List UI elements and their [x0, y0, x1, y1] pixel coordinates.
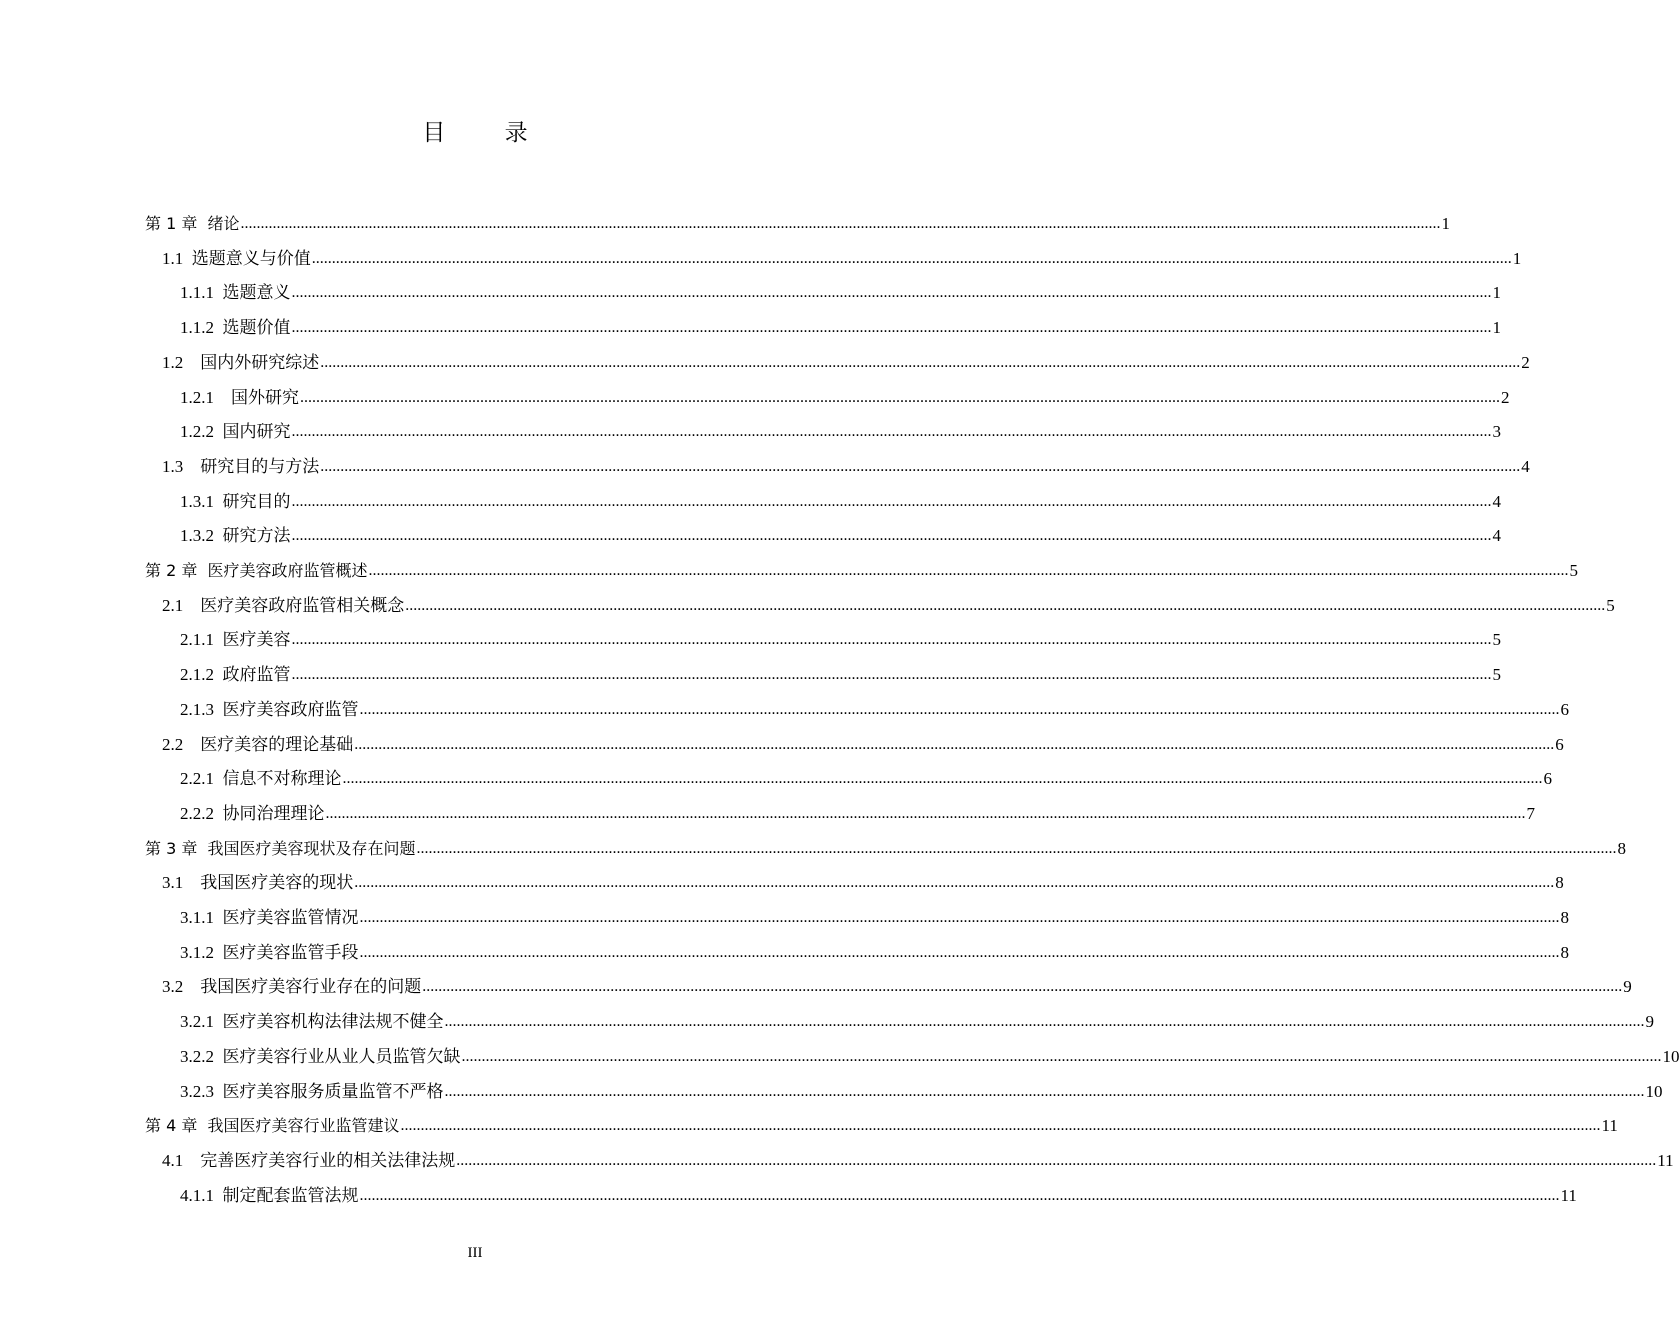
toc-entry-line: [180, 480, 1501, 512]
toc-entry-line: [162, 445, 1530, 477]
toc-entry-title: 研究目的与方法: [200, 456, 320, 476]
toc-entry-title: 绪论: [207, 214, 240, 233]
toc-dot-leader: ............................................................................................................................................................................................................................................................................................................: [359, 1186, 1560, 1204]
toc-entry[interactable]: [0, 237, 1522, 271]
toc-entry-number: 1.3: [162, 456, 201, 476]
toc-entry-title: 医疗美容: [222, 630, 291, 650]
toc-entry-title: 研究方法: [222, 526, 291, 546]
toc-entry-number: 2.2.1: [180, 769, 223, 789]
toc-entry-page: 5: [1492, 630, 1501, 650]
toc-entry[interactable]: [0, 480, 1501, 514]
toc-entry[interactable]: [0, 827, 1627, 861]
page-number-footer: III: [467, 1245, 483, 1261]
toc-dot-leader: ............................................................................................................................................................................................................................................................................................................: [325, 804, 1526, 822]
toc-entry[interactable]: [0, 965, 1632, 999]
toc-entry[interactable]: [0, 445, 1530, 479]
toc-entry-title: 国内外研究综述: [200, 352, 320, 372]
toc-entry-number: 第 4 章: [145, 1116, 208, 1136]
toc-entry-number: 1.1.1: [180, 283, 223, 303]
toc-entry[interactable]: [0, 341, 1530, 375]
toc-entry-title: 完善医疗美容行业的相关法律法规: [200, 1150, 456, 1170]
toc-entry[interactable]: [0, 1174, 1577, 1208]
toc-entry-number: 2.2: [162, 734, 201, 754]
toc-dot-leader: ............................................................................................................................................................................................................................................................................................................: [422, 978, 1623, 996]
toc-entry-number: 1.3.1: [180, 491, 223, 511]
toc-entry-line: [180, 306, 1501, 338]
toc-entry[interactable]: [0, 514, 1501, 548]
toc-entry-number: 2.2.2: [180, 803, 223, 823]
toc-dot-leader: ............................................................................................................................................................................................................................................................................................................: [291, 319, 1492, 337]
toc-entry-page: 9: [1645, 1012, 1654, 1032]
toc-entry-page: 7: [1526, 803, 1535, 823]
toc-entry[interactable]: [0, 1035, 1680, 1069]
toc-entry-number: 3.2: [162, 977, 201, 997]
toc-entry-line: [162, 965, 1632, 997]
toc-dot-leader: ............................................................................................................................................................................................................................................................................................................: [291, 423, 1492, 441]
toc-entry-page: 2: [1521, 352, 1530, 372]
toc-entry-line: [162, 1139, 1674, 1171]
toc-entry-line: [180, 1070, 1663, 1102]
toc-entry-line: [145, 202, 1451, 234]
toc-entry-title: 医疗美容行业从业人员监管欠缺: [222, 1046, 461, 1066]
toc-dot-leader: ............................................................................................................................................................................................................................................................................................................: [416, 839, 1617, 857]
toc-entry-page: 11: [1601, 1116, 1618, 1136]
toc-entry-page: 1: [1492, 283, 1501, 303]
toc-entry-number: 3.1.1: [180, 908, 223, 927]
toc-entry-title: 医疗美容的理论基础: [200, 734, 354, 754]
toc-dot-leader: ............................................................................................................................................................................................................................................................................................................: [291, 631, 1492, 649]
toc-dot-leader: ............................................................................................................................................................................................................................................................................................................: [359, 943, 1560, 961]
toc-dot-leader: ............................................................................................................................................................................................................................................................................................................: [456, 1151, 1657, 1169]
toc-entry-number: 3.1.2: [180, 942, 223, 962]
toc-dot-leader: ............................................................................................................................................................................................................................................................................................................: [240, 215, 1441, 232]
toc-entry-page: 8: [1617, 838, 1627, 858]
toc-entry-page: 10: [1662, 1046, 1680, 1066]
toc-entry-page: 8: [1560, 908, 1569, 927]
toc-dot-leader: ............................................................................................................................................................................................................................................................................................................: [368, 562, 1569, 579]
toc-entry[interactable]: [0, 723, 1564, 757]
toc-entry-title: 我国医疗美容行业存在的问题: [200, 977, 422, 997]
toc-entry-line: [180, 1000, 1654, 1032]
toc-entry-number: 4.1: [162, 1150, 201, 1170]
toc-entry-line: [180, 931, 1569, 963]
toc-entry-number: 2.1.1: [180, 630, 223, 650]
toc-entry-page: 1: [1441, 214, 1451, 233]
toc-entry[interactable]: [0, 931, 1569, 965]
toc-entry[interactable]: [0, 792, 1535, 826]
toc-entry-page: 8: [1555, 873, 1564, 893]
toc-entry[interactable]: [0, 376, 1510, 410]
toc-entry-line: [180, 1035, 1680, 1067]
toc-entry-number: 3.1: [162, 873, 201, 893]
toc-entry-line: [180, 410, 1501, 442]
toc-entry-number: 3.2.3: [180, 1081, 223, 1101]
toc-entry[interactable]: [0, 549, 1579, 583]
toc-entry-line: [180, 653, 1501, 685]
toc-dot-leader: ............................................................................................................................................................................................................................................................................................................: [354, 735, 1555, 753]
toc-dot-leader: ............................................................................................................................................................................................................................................................................................................: [320, 457, 1521, 475]
toc-entry-title: 国外研究: [231, 387, 299, 407]
toc-entry-title: 国内研究: [222, 422, 291, 442]
toc-entry[interactable]: [0, 618, 1501, 652]
toc-entry-title: 信息不对称理论: [222, 769, 342, 789]
toc-entry-number: 1.3.2: [180, 526, 223, 546]
toc-entry-number: 第 3 章: [145, 838, 208, 858]
toc-entry-line: [145, 1104, 1618, 1136]
toc-entry-page: 6: [1560, 699, 1569, 719]
page-title: 目 录: [422, 120, 554, 146]
toc-entry-page: 6: [1555, 734, 1564, 754]
toc-entry-page: 5: [1492, 665, 1501, 685]
toc-dot-leader: ............................................................................................................................................................................................................................................................................................................: [291, 492, 1492, 510]
toc-entry-line: [145, 549, 1579, 581]
toc-entry-title: 医疗美容政府监管相关概念: [200, 595, 405, 615]
toc-dot-leader: ............................................................................................................................................................................................................................................................................................................: [300, 388, 1500, 406]
toc-entry-number: 1.2.1: [180, 387, 231, 407]
toc-dot-leader: ............................................................................................................................................................................................................................................................................................................: [291, 284, 1492, 302]
toc-entry[interactable]: [0, 584, 1615, 618]
toc-entry-line: [180, 896, 1569, 928]
toc-dot-leader: ............................................................................................................................................................................................................................................................................................................: [400, 1117, 1601, 1135]
toc-entry-page: 4: [1492, 526, 1501, 546]
toc-entry-line: [180, 271, 1501, 303]
toc-entry-title: 选题意义与价值: [191, 248, 311, 268]
toc-entry-title: 医疗美容政府监管概述: [207, 561, 368, 580]
toc-entry-number: 1.1.2: [180, 318, 223, 338]
toc-entry-page: 9: [1623, 977, 1632, 997]
toc-entry-line: [145, 827, 1627, 859]
toc-entry-title: 我国医疗美容行业监管建议: [207, 1116, 400, 1136]
toc-entry-number: 1.2: [162, 352, 201, 372]
toc-dot-leader: ............................................................................................................................................................................................................................................................................................................: [311, 249, 1512, 267]
toc-entry-number: 第 2 章: [145, 561, 208, 580]
toc-entry[interactable]: [0, 306, 1501, 340]
toc-entry-number: 2.1: [162, 595, 201, 615]
toc-entry-title: 医疗美容监管手段: [222, 942, 359, 962]
toc-entry-title: 医疗美容机构法律法规不健全: [222, 1012, 444, 1032]
toc-entry[interactable]: [0, 861, 1564, 895]
toc-entry-title: 医疗美容政府监管: [222, 699, 359, 719]
toc-entry[interactable]: [0, 410, 1501, 444]
toc-entry-title: 我国医疗美容的现状: [200, 873, 354, 893]
toc-dot-leader: ............................................................................................................................................................................................................................................................................................................: [461, 1047, 1662, 1065]
toc-entry-page: 5: [1569, 561, 1579, 580]
toc-entry-line: [180, 757, 1552, 789]
toc-dot-leader: ............................................................................................................................................................................................................................................................................................................: [444, 1013, 1645, 1031]
toc-entry[interactable]: [0, 1070, 1663, 1104]
toc-entry-line: [180, 618, 1501, 650]
toc-entry-page: 5: [1606, 595, 1615, 615]
toc-entry[interactable]: [0, 202, 1451, 236]
toc-entry[interactable]: [0, 271, 1501, 305]
toc-dot-leader: ............................................................................................................................................................................................................................................................................................................: [444, 1082, 1645, 1100]
toc-entry-page: 11: [1560, 1185, 1577, 1205]
toc-entry-number: 第 1 章: [145, 214, 208, 233]
toc-entry[interactable]: [0, 688, 1569, 722]
toc-entry[interactable]: [0, 1000, 1654, 1034]
toc-entry-number: 1.1: [162, 248, 192, 268]
toc-entry-number: 2.1.3: [180, 699, 223, 719]
toc-entry-line: [180, 1174, 1577, 1206]
toc-entry[interactable]: [0, 1139, 1674, 1173]
toc-entry-page: 6: [1543, 769, 1552, 789]
toc-entry-page: 4: [1521, 456, 1530, 476]
toc-entry-number: 3.2.1: [180, 1012, 223, 1032]
toc-entry-page: 8: [1560, 942, 1569, 962]
toc-dot-leader: ............................................................................................................................................................................................................................................................................................................: [405, 596, 1606, 614]
toc-entry-page: 4: [1492, 491, 1501, 511]
toc-dot-leader: ............................................................................................................................................................................................................................................................................................................: [320, 353, 1521, 371]
toc-dot-leader: ............................................................................................................................................................................................................................................................................................................: [354, 874, 1555, 892]
toc-entry-title: 研究目的: [222, 491, 291, 511]
toc-entry-page: 3: [1492, 422, 1501, 442]
toc-dot-leader: ............................................................................................................................................................................................................................................................................................................: [291, 527, 1492, 545]
toc-entry-title: 我国医疗美容现状及存在问题: [207, 838, 416, 858]
toc-entry-number: 4.1.1: [180, 1185, 223, 1205]
toc-entry-line: [162, 723, 1564, 755]
toc-entry-line: [162, 237, 1522, 269]
toc-entry[interactable]: [0, 896, 1569, 930]
toc-entry-number: 1.2.2: [180, 422, 223, 442]
toc-entry-line: [180, 376, 1510, 408]
toc-entry-number: 3.2.2: [180, 1046, 223, 1066]
toc-entry-title: 制定配套监管法规: [222, 1185, 359, 1205]
toc-dot-leader: ............................................................................................................................................................................................................................................................................................................: [291, 666, 1492, 684]
toc-entry-line: [180, 514, 1501, 546]
toc-entry-title: 医疗美容监管情况: [222, 908, 359, 927]
toc-entry-page: 10: [1645, 1081, 1663, 1101]
toc-entry-number: 2.1.2: [180, 665, 223, 685]
toc-entry-line: [180, 688, 1569, 720]
toc-entry-page: 1: [1492, 318, 1501, 338]
toc-dot-leader: ............................................................................................................................................................................................................................................................................................................: [359, 700, 1560, 718]
toc-entry-page: 1: [1512, 248, 1522, 268]
toc-entry-title: 政府监管: [222, 665, 291, 685]
toc-entry-line: [162, 861, 1564, 893]
toc-entry-page: 11: [1657, 1150, 1674, 1170]
toc-entry-line: [180, 792, 1535, 824]
toc-dot-leader: ............................................................................................................................................................................................................................................................................................................: [359, 909, 1560, 926]
toc-entry[interactable]: [0, 1104, 1618, 1138]
toc-entry-page: 2: [1501, 387, 1510, 407]
toc-entry[interactable]: [0, 653, 1501, 687]
toc-entry-title: 协同治理理论: [222, 803, 325, 823]
toc-entry-title: 选题意义: [222, 283, 291, 303]
toc-entry-line: [162, 584, 1615, 616]
toc-entry-title: 医疗美容服务质量监管不严格: [222, 1081, 444, 1101]
toc-entry[interactable]: [0, 757, 1552, 791]
toc-entry-line: [162, 341, 1530, 373]
toc-dot-leader: ............................................................................................................................................................................................................................................................................................................: [342, 770, 1543, 788]
toc-entry-title: 选题价值: [222, 318, 291, 338]
